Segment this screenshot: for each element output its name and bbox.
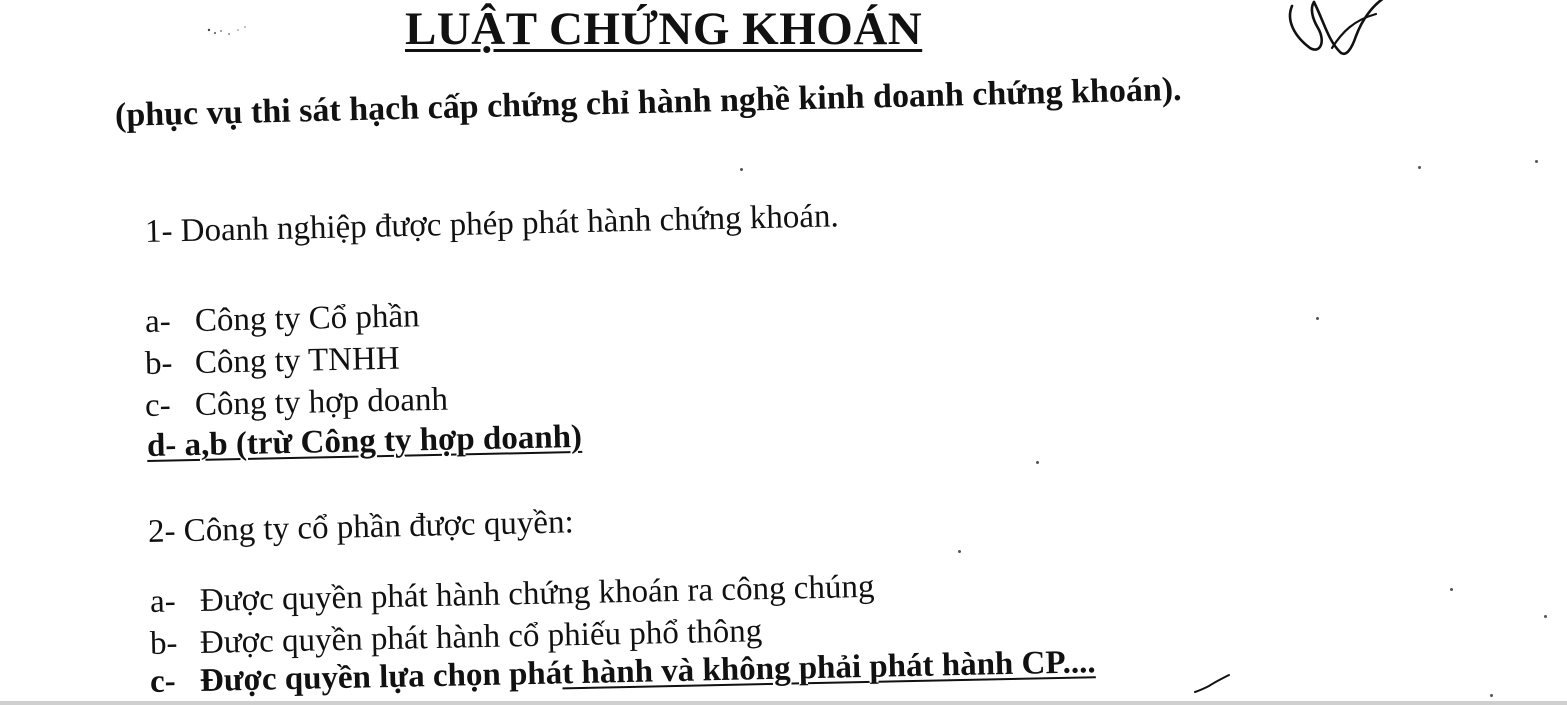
option-letter: b- [149,625,178,662]
question-1-text: 1- Doanh nghiệp được phép phát hành chứng khoán. [144,198,840,250]
scan-dot [1544,615,1547,618]
document-title: LUẬT CHỨNG KHOÁN [405,3,923,55]
document-subtitle: (phục vụ thi sát hạch cấp chứng chỉ hành nghề kinh doanh chứng khoán). [114,70,1182,134]
question-2-text: 2- Công ty cổ phần được quyền: [147,504,575,550]
question-2-option-a [150,569,875,622]
option-text: Công ty hợp doanh [194,381,449,423]
scan-dot [1036,461,1039,464]
question-1-option-a [145,298,420,342]
option-text-underlined: t hành và không phải phát hành CP.... [561,644,1096,692]
question-1-option-b [145,341,400,384]
scan-dot [1490,694,1493,697]
scan-dot [1535,160,1538,163]
option-text: Công ty TNHH [194,340,401,381]
scan-dot [958,550,961,553]
page-bottom-edge [0,701,1567,705]
option-letter: b- [144,345,173,382]
option-text: Công ty Cổ phần [194,298,420,339]
option-text-plain: Được quyền lựa chọn phá [199,655,563,699]
scan-dot [1418,166,1421,169]
option-letter: a- [149,583,176,620]
option-text: Được quyền phát hành cổ phiếu phổ thông [199,613,763,661]
option-letter: a- [144,303,171,340]
signature-icon [1280,0,1390,62]
check-mark-icon [1193,672,1233,698]
question-1-option-c [145,382,449,426]
option-letter: c- [144,387,171,424]
question-1-option-d-correct-answer: d- a,b (trừ Công ty hợp doanh) [146,418,583,464]
scan-dot [740,168,743,171]
scan-speck-mark [205,18,255,38]
option-text: Được quyền phát hành chứng khoán ra công chúng [199,568,875,619]
scan-dot [1450,588,1453,591]
scan-dot [1316,317,1319,320]
option-letter: c- [149,663,176,700]
